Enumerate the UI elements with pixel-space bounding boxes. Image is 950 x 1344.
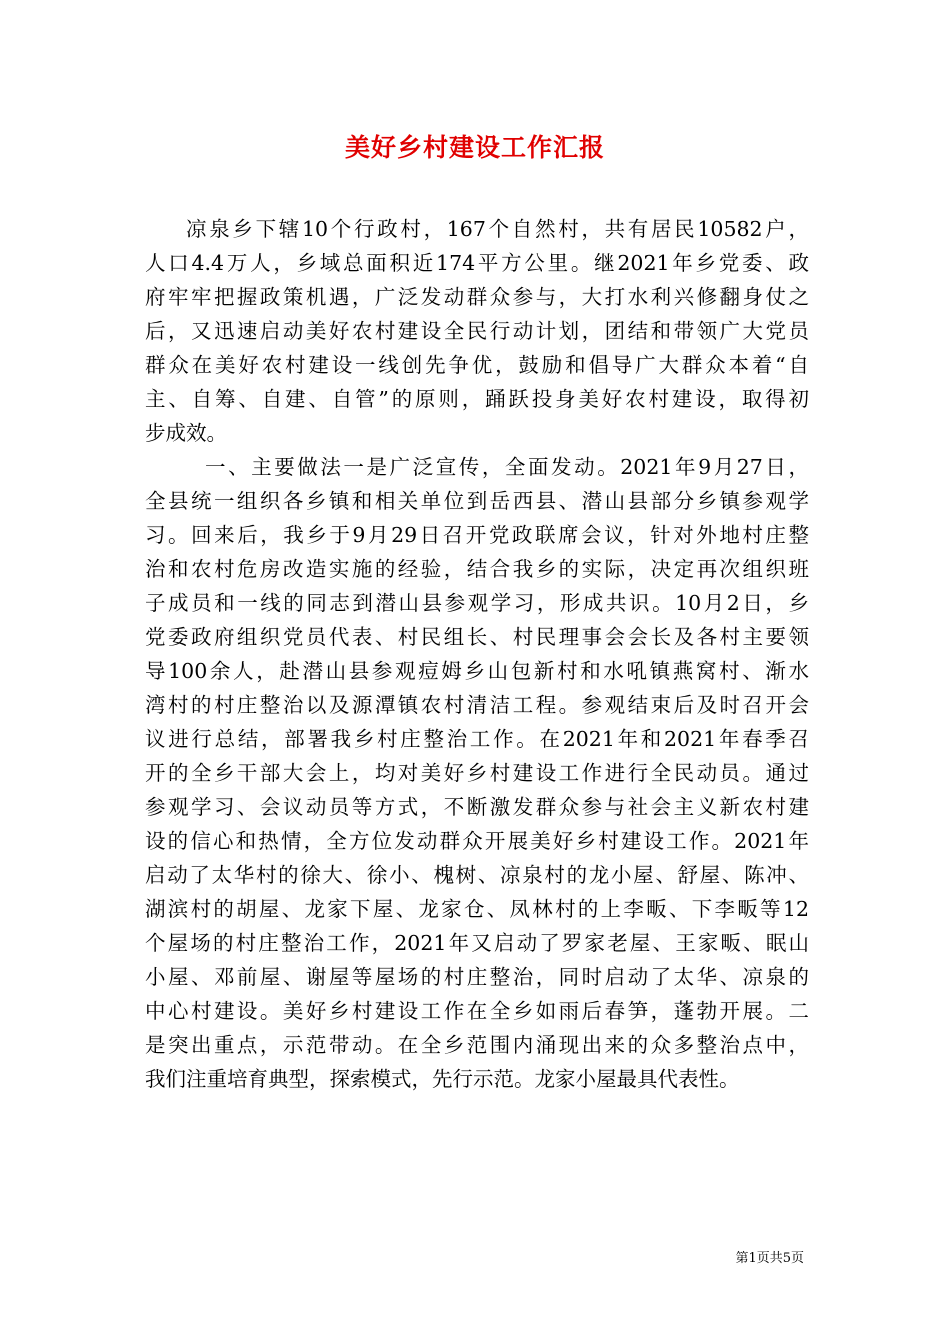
text-line: 设的信心和热情，全方位发动群众开展美好乡村建设工作。2021年 — [145, 829, 809, 853]
text-line: 全县统一组织各乡镇和相关单位到岳西县、潜山县部分乡镇参观学 — [145, 489, 809, 513]
text-line: 是突出重点，示范带动。在全乡范围内涌现出来的众多整治点中， — [145, 1033, 809, 1057]
text-line: 开的全乡干部大会上，均对美好乡村建设工作进行全民动员。通过 — [145, 761, 809, 785]
text-line: 人口4.4万人，乡域总面积近174平方公里。继2021年乡党委、政 — [145, 251, 809, 275]
text-line: 主、自筹、自建、自管”的原则，踊跃投身美好农村建设，取得初 — [145, 387, 809, 411]
text-line: 导100余人，赴潜山县参观痘姆乡山包新村和水吼镇燕窝村、渐水 — [145, 659, 809, 683]
text-line: 步成效。 — [145, 421, 227, 445]
page-number: 第1页共5页 — [735, 1251, 804, 1266]
text-line: 湾村的村庄整治以及源潭镇农村清洁工程。参观结束后及时召开会 — [145, 693, 809, 717]
text-line: 小屋、邓前屋、谢屋等屋场的村庄整治，同时启动了太华、凉泉的 — [145, 965, 809, 989]
text-line: 群众在美好农村建设一线创先争优，鼓励和倡导广大群众本着“自 — [145, 353, 809, 377]
text-line: 子成员和一线的同志到潜山县参观学习，形成共识。10月2日，乡 — [145, 591, 809, 615]
text-line: 府牢牢把握政策机遇，广泛发动群众参与，大打水利兴修翻身仗之 — [145, 285, 809, 309]
text-line: 参观学习、会议动员等方式，不断激发群众参与社会主义新农村建 — [145, 795, 809, 819]
document-title: 美好乡村建设工作汇报 — [344, 133, 605, 162]
text-line: 凉泉乡下辖10个行政村，167个自然村，共有居民10582户， — [186, 217, 809, 241]
text-line: 启动了太华村的徐大、徐小、槐树、凉泉村的龙小屋、舒屋、陈冲、 — [145, 863, 809, 887]
document-body — [145, 212, 809, 1096]
text-line: 后，又迅速启动美好农村建设全民行动计划，团结和带领广大党员 — [145, 319, 809, 343]
text-line: 一、主要做法一是广泛宣传，全面发动。2021年9月27日， — [205, 455, 809, 479]
text-line: 党委政府组织党员代表、村民组长、村民理事会会长及各村主要领 — [145, 625, 809, 649]
text-line: 中心村建设。美好乡村建设工作在全乡如雨后春笋，蓬勃开展。二 — [145, 999, 809, 1023]
text-line: 习。回来后，我乡于9月29日召开党政联席会议，针对外地村庄整 — [145, 523, 809, 547]
text-line: 议进行总结，部署我乡村庄整治工作。在2021年和2021年春季召 — [145, 727, 809, 751]
text-line: 治和农村危房改造实施的经验，结合我乡的实际，决定再次组织班 — [145, 557, 809, 581]
text-line: 我们注重培育典型，探索模式，先行示范。龙家小屋最具代表性。 — [145, 1067, 740, 1091]
text-line: 个屋场的村庄整治工作，2021年又启动了罗家老屋、王家畈、眠山 — [145, 931, 809, 955]
text-line: 湖滨村的胡屋、龙家下屋、龙家仓、凤林村的上李畈、下李畈等12 — [145, 897, 809, 921]
